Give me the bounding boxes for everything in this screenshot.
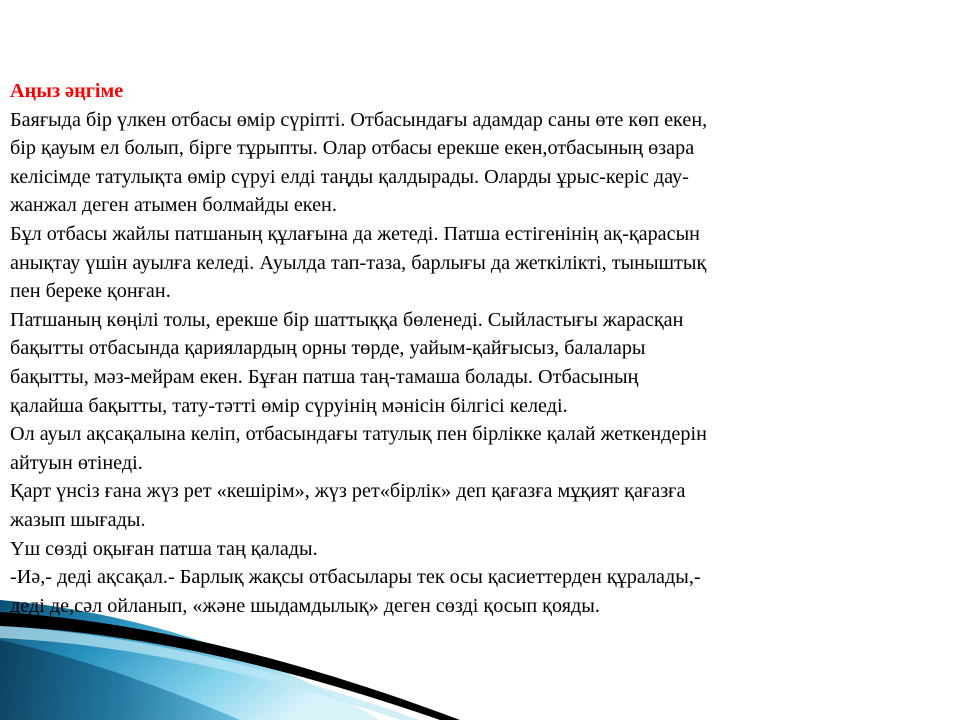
story-line: пен береке қонған. xyxy=(10,280,171,303)
story-line: Қарт үнсіз ғана жүз рет «кешірім», жүз рет«бірлік» деп қағазға мұқият қағазға xyxy=(10,480,686,503)
story-line: деді де,сәл ойланып, «және шыдамдылық» деген сөзді қосып қояды. xyxy=(10,594,600,617)
story-line: бақытты отбасында қариялардың орны төрде, уайым-қайғысыз, балалары xyxy=(10,337,646,360)
story-text-block xyxy=(10,77,870,620)
story-line: жазып шығады. xyxy=(10,508,146,531)
story-line: қалайша бақытты, тату-тәтті өмір сүруінің мәнісін білгісі келеді. xyxy=(10,394,568,417)
story-line: бір қауым ел болып, бірге тұрыпты. Олар отбасы ерекше екен,отбасының өзара xyxy=(10,137,695,160)
story-line: айтуын өтінеді. xyxy=(10,451,143,474)
story-line: Баяғыда бір үлкен отбасы өмір сүріпті. Отбасындағы адамдар саны өте көп екен, xyxy=(10,108,708,131)
story-line: бақытты, мәз-мейрам екен. Бұған патша таң-тамаша болады. Отбасының xyxy=(10,365,639,388)
story-title: Аңыз әңгіме xyxy=(10,80,124,102)
story-line: келісімде татулықта өмір сүруі елді таңды қалдырады. Оларды ұрыс-керіс дау- xyxy=(10,165,689,188)
story-line: Бұл отбасы жайлы патшаның құлағына да жетеді. Патша естігенінің ақ-қарасын xyxy=(10,222,700,245)
story-line: жанжал деген атымен болмайды екен. xyxy=(10,194,337,217)
story-line: анықтау үшін ауылға келеді. Ауылда тап-таза, барлығы да жеткілікті, тыныштық xyxy=(10,251,707,274)
story-line: Ол ауыл ақсақалына келіп, отбасындағы татулық пен бірлікке қалай жеткендерін xyxy=(10,423,707,446)
story-line: Үш сөзді оқыған патша таң қалады. xyxy=(10,537,318,560)
story-line: -Иә,- деді ақсақал.- Барлық жақсы отбасылары тек осы қасиеттерден құралады,- xyxy=(10,566,701,589)
story-line: Патшаның көңілі толы, ерекше бір шаттыққа бөленеді. Сыйластығы жарасқан xyxy=(10,308,684,331)
